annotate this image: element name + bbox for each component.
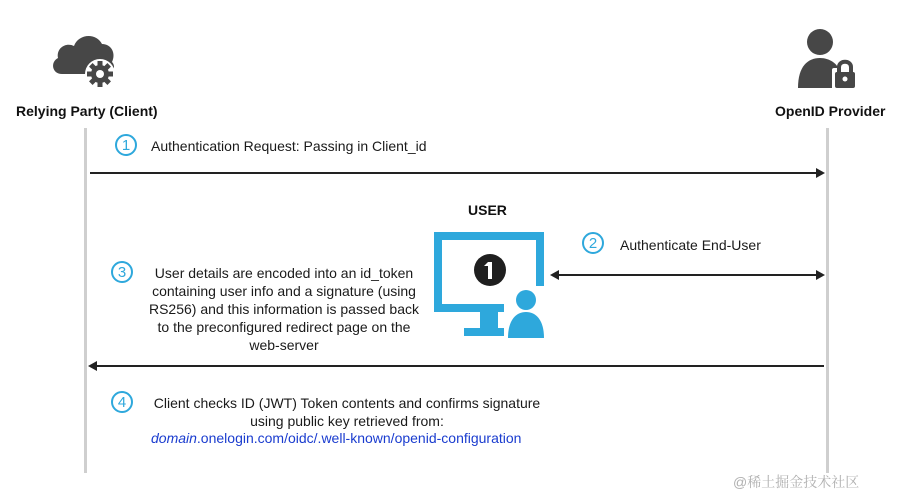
user-lock-icon bbox=[794, 24, 864, 92]
step-3-arrowhead bbox=[88, 361, 97, 371]
step-2-arrow bbox=[559, 274, 816, 276]
provider-lifeline bbox=[826, 128, 829, 473]
step-4-number: 4 bbox=[111, 391, 133, 413]
step-2-arrowhead-left bbox=[550, 270, 559, 280]
step-4-line-2: using public key retrieved from: bbox=[250, 413, 444, 429]
step-1-number: 1 bbox=[115, 134, 137, 156]
step-3-text bbox=[138, 264, 430, 354]
step-4-line-1: Client checks ID (JWT) Token contents and confirms signature bbox=[153, 395, 541, 411]
step-3-line-1: User details are encoded into an id_token bbox=[154, 265, 414, 281]
step-3-line-4: to the preconfigured redirect page on the bbox=[157, 319, 411, 335]
step-3-arrow bbox=[97, 365, 824, 367]
step-3-line-5: web-server bbox=[249, 337, 319, 353]
step-3-line-2: containing user info and a signature (using bbox=[152, 283, 416, 299]
client-label: Relying Party (Client) bbox=[16, 103, 158, 119]
watermark: @稀土掘金技术社区 bbox=[733, 474, 860, 490]
discovery-url-prefix: domain bbox=[151, 430, 197, 446]
step-2-number: 2 bbox=[582, 232, 604, 254]
step-1-arrow bbox=[90, 172, 816, 174]
user-label: USER bbox=[468, 202, 507, 218]
step-1-arrowhead bbox=[816, 168, 825, 178]
step-3-number: 3 bbox=[111, 261, 133, 283]
discovery-url-rest: .onelogin.com/oidc/.well-known/openid-configuration bbox=[196, 430, 522, 446]
step-3-line-3: RS256) and this information is passed back bbox=[148, 301, 420, 317]
discovery-url bbox=[151, 430, 521, 446]
provider-label: OpenID Provider bbox=[775, 103, 886, 119]
monitor-user-icon bbox=[430, 230, 550, 342]
step-2-arrowhead-right bbox=[816, 270, 825, 280]
step-4-text bbox=[138, 394, 556, 430]
client-lifeline bbox=[84, 128, 87, 473]
step-2-text: Authenticate End-User bbox=[620, 237, 761, 253]
step-1-text: Authentication Request: Passing in Client_id bbox=[151, 138, 427, 154]
cloud-gear-icon bbox=[48, 22, 120, 92]
